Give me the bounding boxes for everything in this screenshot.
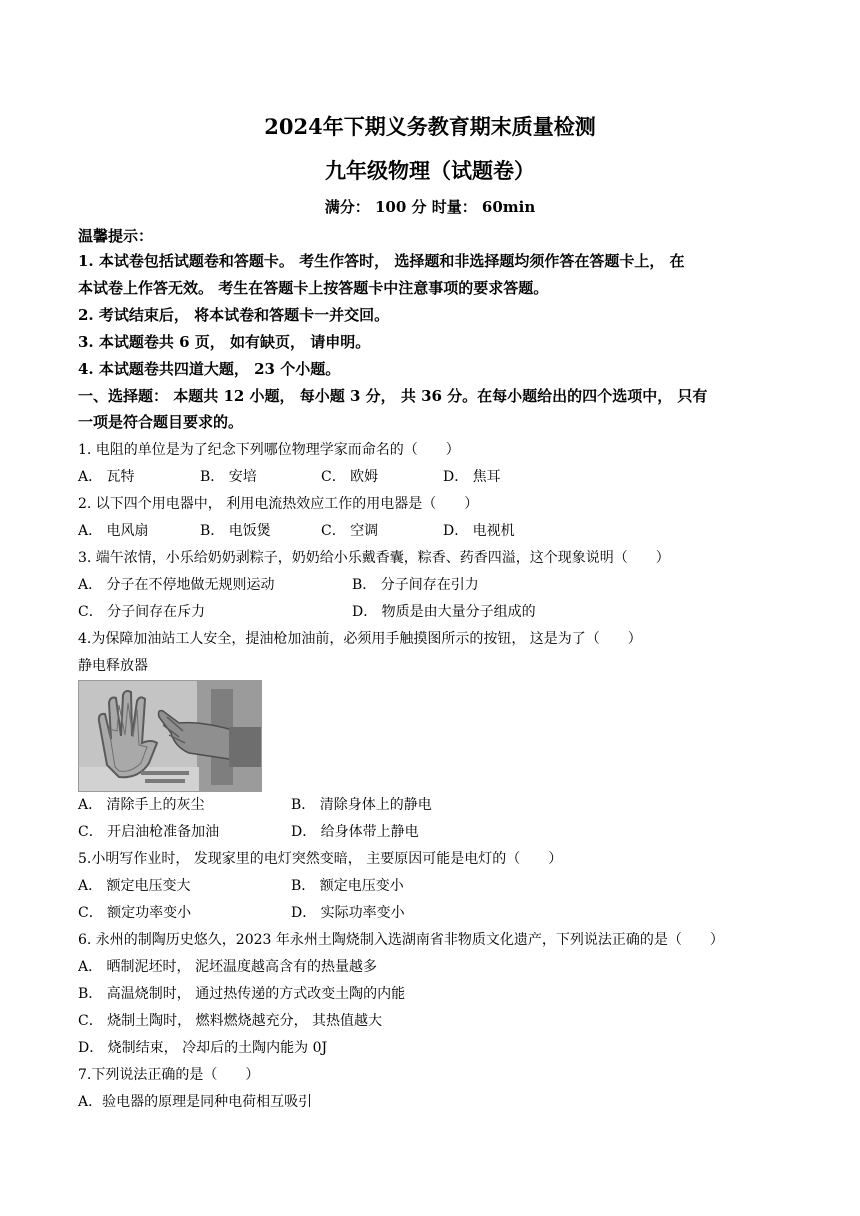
question-2-stem: 2. 以下四个用电器中， 利用电流热效应工作的用电器是（ ） (78, 496, 479, 512)
question-4-option-b: B． 清除身体上的静电 (291, 797, 432, 813)
question-3-option-d: D． 物质是由大量分子组成的 (352, 604, 536, 620)
question-2-option-c: C． 空调 (321, 523, 379, 539)
question-4-option-d: D． 给身体带上静电 (291, 824, 419, 840)
question-5-option-a: A． 额定电压变大 (78, 878, 191, 894)
question-5-option-d: D． 实际功率变小 (291, 905, 405, 921)
page-title: 2024年下期义务教育期末质量检测 (264, 114, 596, 139)
question-6-option-c: C． 烧制土陶时， 燃料燃烧越充分， 其热值越大 (78, 1013, 383, 1029)
question-1-stem: 1. 电阻的单位是为了纪念下列哪位物理学家而命名的（ ） (78, 442, 460, 458)
question-1-option-a: A． 瓦特 (78, 469, 135, 485)
static-discharger-photo (78, 680, 262, 792)
question-7-stem: 7.下列说法正确的是（ ） (78, 1067, 260, 1083)
question-5-option-c: C． 额定功率变小 (78, 905, 192, 921)
section-1-heading-line-2: 一项是符合题目要求的。 (78, 413, 244, 431)
notice-item-4: 4. 本试题卷共四道大题， 23 个小题。 (78, 360, 341, 378)
question-1-option-b: B． 安培 (200, 469, 257, 485)
question-1-option-d: D． 焦耳 (443, 469, 501, 485)
question-3-option-c: C． 分子间存在斥力 (78, 604, 206, 620)
question-6-option-b: B． 高温烧制时， 通过热传递的方式改变土陶的内能 (78, 986, 406, 1002)
question-2-option-d: D． 电视机 (443, 523, 515, 539)
question-3-stem: 3. 端午浓情，小乐给奶奶剥粽子，奶奶给小乐戴香囊，粽香、药香四溢，这个现象说明（ ） (78, 550, 670, 566)
question-5-stem: 5.小明写作业时， 发现家里的电灯突然变暗， 主要原因可能是电灯的（ ） (78, 851, 563, 867)
score-info: 满分： 100 分 时量： 60min (324, 198, 536, 216)
static-discharger-illustration (79, 681, 262, 792)
question-4-option-a: A． 清除手上的灰尘 (78, 797, 205, 813)
notice-item-3: 3. 本试题卷共 6 页， 如有缺页， 请申明。 (78, 333, 371, 351)
question-2-option-b: B． 电饭煲 (200, 523, 271, 539)
question-3-option-a: A． 分子在不停地做无规则运动 (78, 577, 275, 593)
question-2-option-a: A． 电风扇 (78, 523, 149, 539)
notice-item-1-line-2: 本试卷上作答无效。 考生在答题卡上按答题卡中注意事项的要求答题。 (78, 279, 549, 297)
question-6-stem: 6. 永州的制陶历史悠久，2023 年永州土陶烧制入选湖南省非物质文化遗产，下列说法正确的是（ ） (78, 932, 724, 948)
notice-heading: 温馨提示： (78, 227, 154, 245)
page-subtitle: 九年级物理（试题卷） (325, 158, 535, 183)
question-7-option-a: A．验电器的原理是同种电荷相互吸引 (78, 1094, 313, 1110)
question-4-option-c: C． 开启油枪准备加油 (78, 824, 220, 840)
section-1-heading-line-1: 一、选择题： 本题共 12 小题， 每小题 3 分， 共 36 分。在每小题给出的四个选项中， 只有 (78, 387, 708, 405)
question-6-option-a: A． 晒制泥坯时， 泥坯温度越高含有的热量越多 (78, 959, 378, 975)
question-4-stem: 4.为保障加油站工人安全，提油枪加油前，必须用手触摸图所示的按钮， 这是为了（ ） (78, 631, 642, 647)
question-6-option-d: D． 烧制结束， 冷却后的土陶内能为 0J (78, 1040, 328, 1056)
question-5-option-b: B． 额定电压变小 (291, 878, 404, 894)
notice-item-1-line-1: 1. 本试卷包括试题卷和答题卡。 考生作答时， 选择题和非选择题均须作答在答题卡上， 在 (78, 252, 685, 270)
question-1-option-c: C． 欧姆 (321, 469, 379, 485)
notice-item-2: 2. 考试结束后， 将本试卷和答题卡一并交回。 (78, 306, 390, 324)
question-3-option-b: B． 分子间存在引力 (352, 577, 479, 593)
figure-caption: 静电释放器 (78, 658, 148, 674)
